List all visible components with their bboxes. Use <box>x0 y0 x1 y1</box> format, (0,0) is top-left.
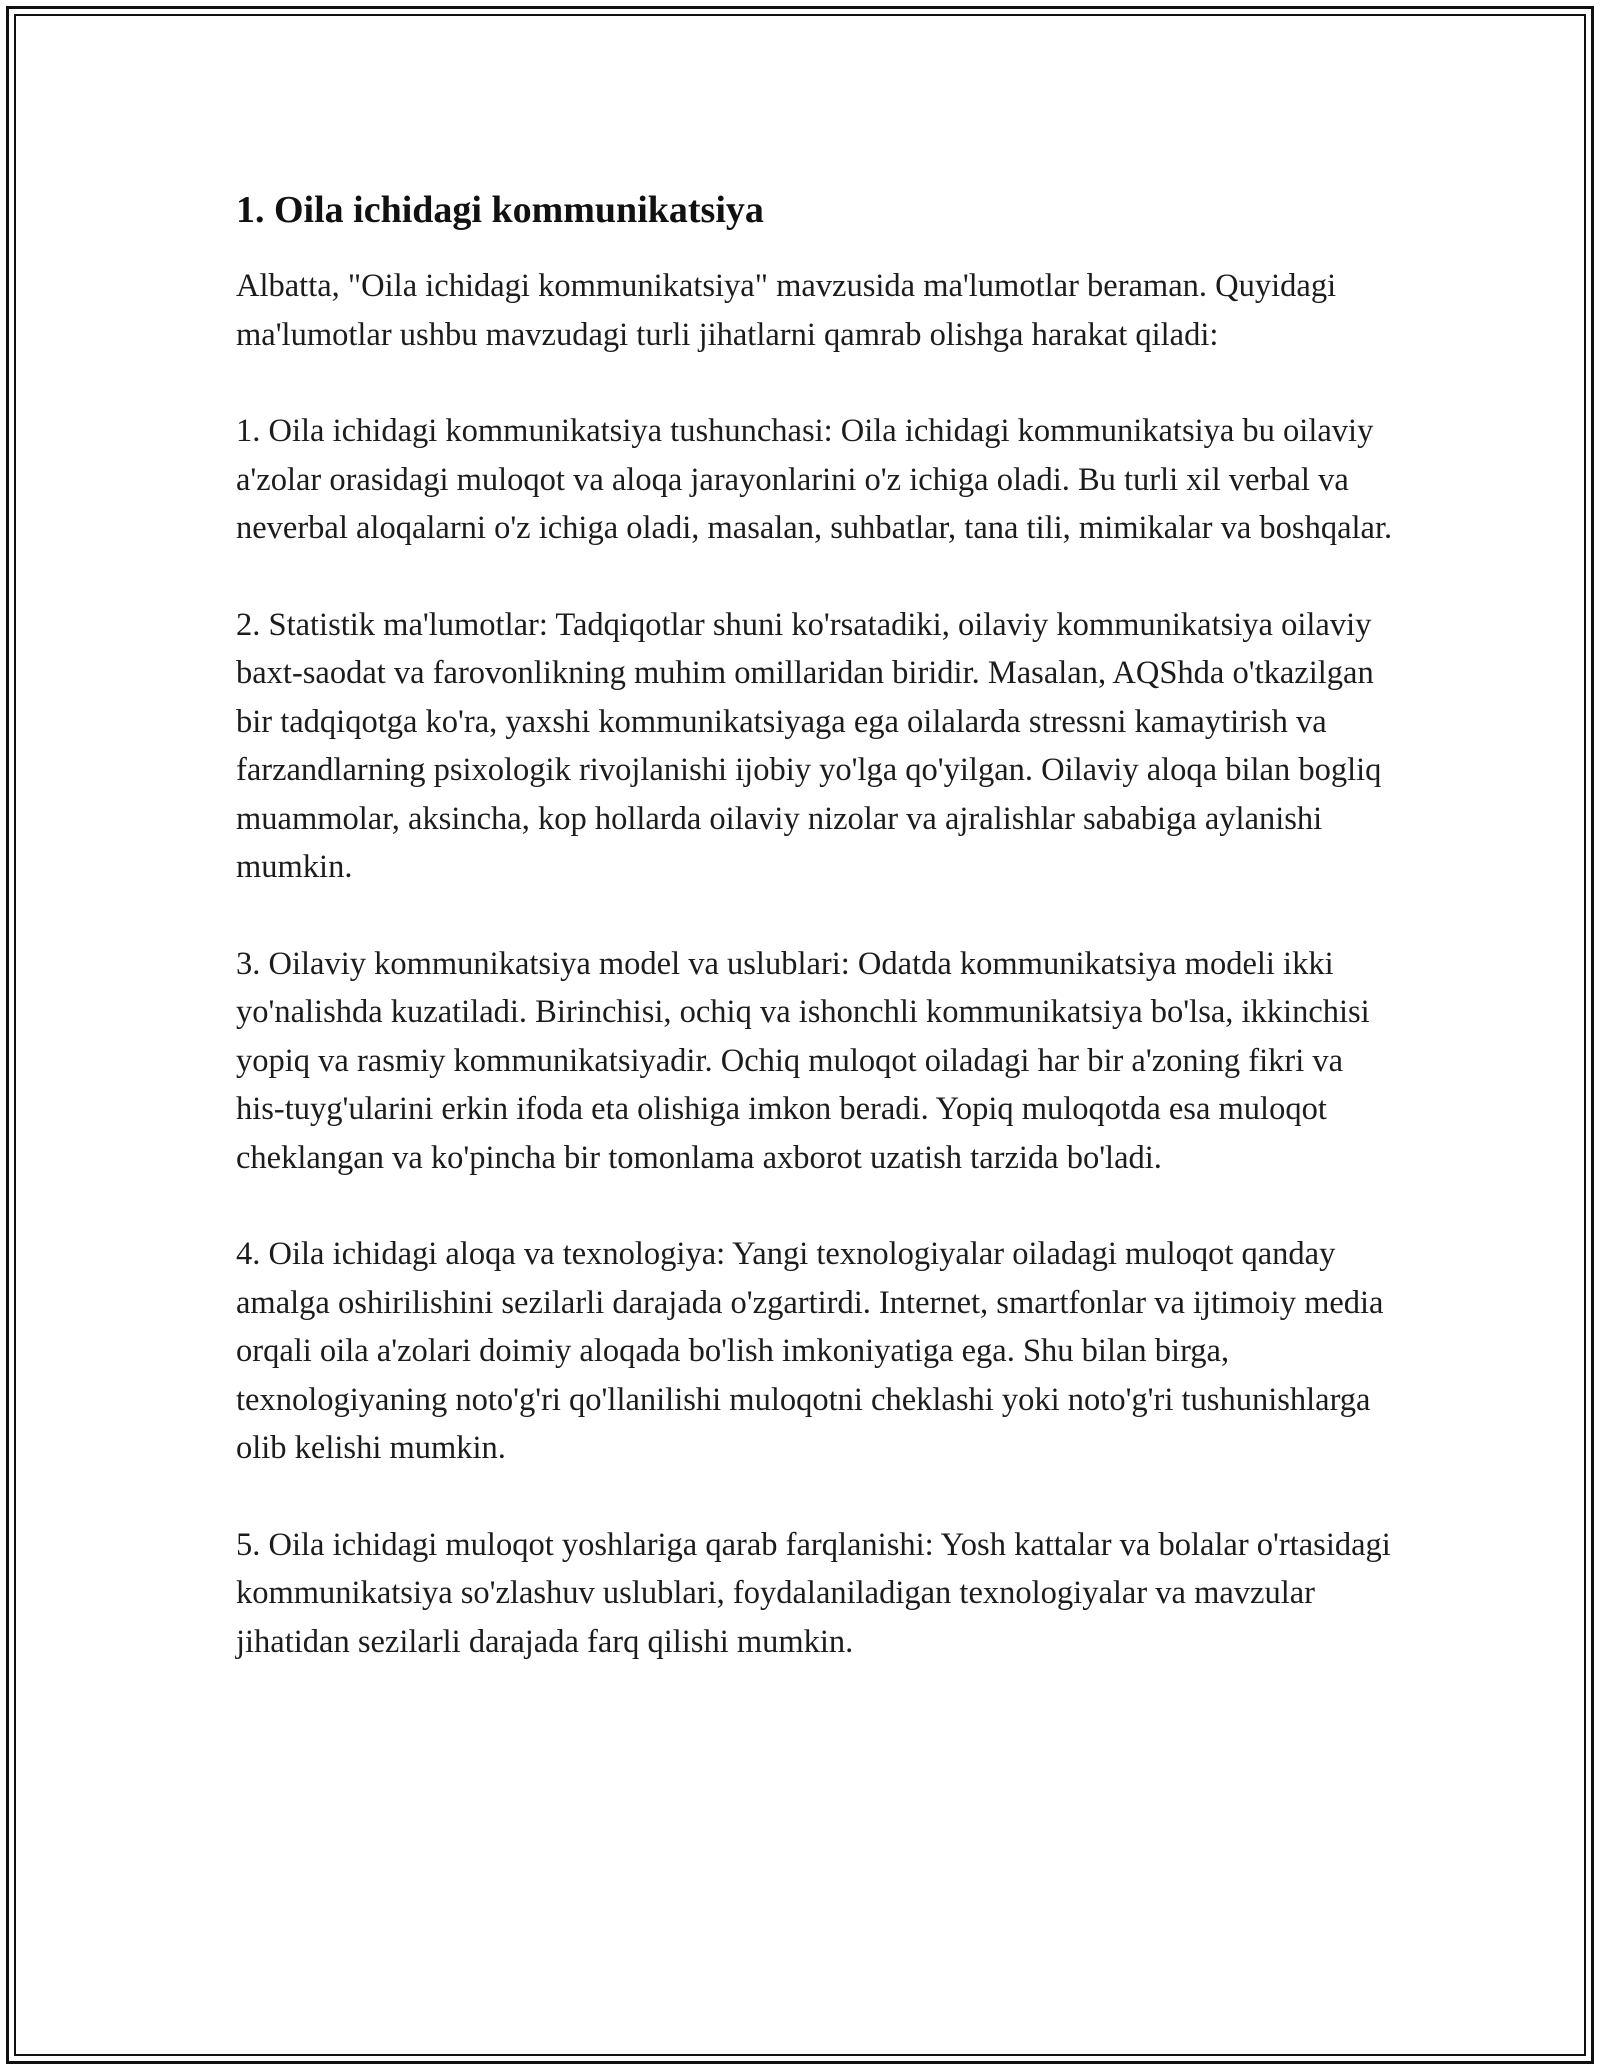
paragraph-age-differences: 5. Oila ichidagi muloqot yoshlariga qarab farqlanishi: Yosh kattalar va bolalar o'rtasidagi kommunikatsiya so'zlashuv uslublari, foydalaniladigan texnologiyalar va mavzular jihatidan sezilarli darajada farq qilishi mumkin. <box>236 1526 1391 1660</box>
intro-paragraph: Albatta, "Oila ichidagi kommunikatsiya" mavzusida ma'lumotlar beraman. Quyidagi ma'lumotlar ushbu mavzudagi turli jihatlarni qamrab olishga harakat qiladi: <box>236 268 1337 353</box>
document-body <box>236 185 1396 1714</box>
document-title: 1. Oila ichidagi kommunikatsiya <box>236 189 764 231</box>
paragraph-statistics: 2. Statistik ma'lumotlar: Tadqiqotlar shuni ko'rsatadiki, oilaviy kommunikatsiya oilaviy baxt-saodat va farovonlikning muhim omillaridan biridir. Masalan, AQShda o'tkazilgan bir tadqiqotga ko'ra, yaxshi kommunikatsiyaga ega oilalarda stressni kamaytirish va farzandlarning psixologik rivojlanishi ijobiy yo'lga qo'yilgan. Oilaviy aloqa bilan bogliq muammolar, aksincha, kop hollarda oilaviy nizolar va ajralishlar sababiga aylanishi mumkin. <box>236 606 1382 885</box>
paragraph-concept: 1. Oila ichidagi kommunikatsiya tushunchasi: Oila ichidagi kommunikatsiya bu oilaviy a'zolar orasidagi muloqot va aloqa jarayonlarini o'z ichiga oladi. Bu turli xil verbal va neverbal aloqalarni o'z ichiga oladi, masalan, suhbatlar, tana tili, mimikalar va boshqalar. <box>236 413 1393 546</box>
paragraph-technology: 4. Oila ichidagi aloqa va texnologiya: Yangi texnologiyalar oiladagi muloqot qanday amalga oshirilishini sezilarli darajada o'zgartirdi. Internet, smartfonlar va ijtimoiy media orqali oila a'zolari doimiy aloqada bo'lish imkoniyatiga ega. Shu bilan birga, texnologiyaning noto'g'ri qo'llanilishi muloqotni cheklashi yoki noto'g'ri tushunishlarga olib kelishi mumkin. <box>236 1236 1384 1466</box>
paragraph-models: 3. Oilaviy kommunikatsiya model va uslublari: Odatda kommunikatsiya modeli ikki yo'nalishda kuzatiladi. Birinchisi, ochiq va ishonchli kommunikatsiya bo'lsa, ikkinchisi yopiq va rasmiy kommunikatsiyadir. Ochiq muloqot oiladagi har bir a'zoning fikri va his-tuyg'ularini erkin ifoda eta olishiga imkon beradi. Yopiq muloqotda esa muloqot cheklangan va ko'pincha bir tomonlama axborot uzatish tarzida bo'ladi. <box>236 945 1370 1176</box>
